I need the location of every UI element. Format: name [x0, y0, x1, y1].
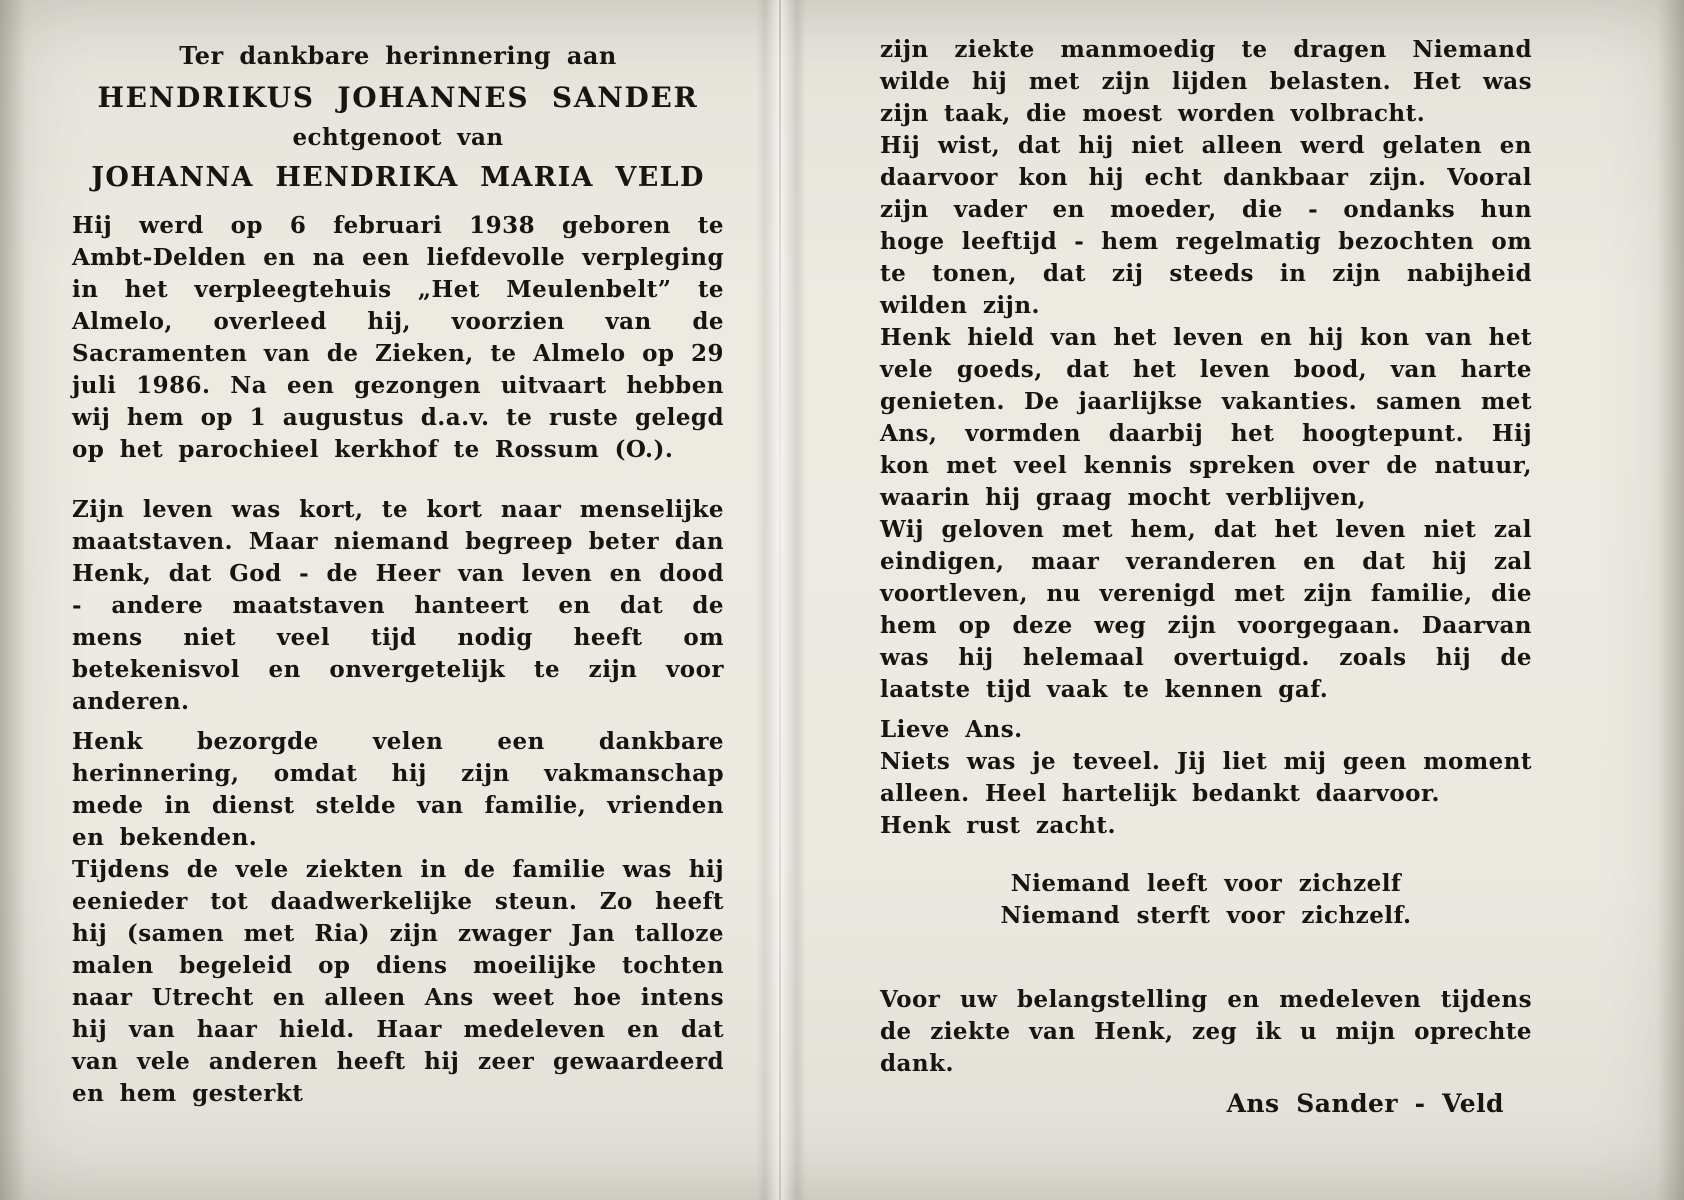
rest-in-peace-line: Henk rust zacht.	[880, 812, 1116, 839]
deceased-name: HENDRIKUS JOHANNES SANDER	[97, 81, 699, 114]
paragraph: Wij geloven met hem, dat het leven niet zal eindigen, maar veranderen en dat hij zal voortleven, nu verenigd met zijn familie, die hem op deze weg zijn voorgegaan. Daarvan was hij helemaal overtuigd. zoals hij de laatste tijd vaak te kennen gaf.	[880, 516, 1532, 703]
paragraph: Tijdens de vele ziekten in de familie was hij eenieder tot daadwerkelijke steun. Zo heeft hij (samen met Ria) zijn zwager Jan talloze malen begeleid op diens moeilijke tochten naar Utrecht en alleen Ans weet hoe intens hij van haar hield. Haar medeleven en dat van vele anderen heeft hij zeer gewaardeerd en hem gesterkt	[72, 856, 724, 1107]
paragraph: zijn ziekte manmoedig te dragen Niemand wilde hij met zijn lijden belasten. Het was zijn taak, die moest worden volbracht.	[880, 36, 1532, 127]
spouse-name: JOHANNA HENDRIKA MARIA VELD	[91, 162, 705, 193]
fold-crease	[756, 0, 806, 1200]
verse-block	[880, 868, 1532, 932]
paragraph: Zijn leven was kort, te kort naar menselijke maatstaven. Maar niemand begreep beter dan Henk, dat God - de Heer van leven en dood - andere maatstaven hanteert en dat de mens niet veel tijd nodig heeft om betekenisvol en onvergetelijk te zijn voor anderen.	[72, 496, 724, 715]
verse-line: Niemand sterft voor zichzelf.	[1000, 902, 1412, 929]
right-page	[880, 34, 1532, 1120]
paragraph: Henk bezorgde velen een dankbare herinnering, omdat hij zijn vakmanschap mede in dienst stelde van familie, vrienden en bekenden.	[72, 728, 724, 851]
right-edge-shade	[1658, 0, 1684, 1200]
left-page	[72, 34, 724, 1110]
salutation: Lieve Ans.	[880, 716, 1023, 743]
signature: Ans Sander - Veld	[1226, 1089, 1504, 1118]
header-intro: Ter dankbare herinnering aan	[179, 41, 617, 70]
paragraph: Niets was je teveel. Jij liet mij geen moment alleen. Heel hartelijk bedankt daarvoor.	[880, 748, 1532, 807]
paragraph: Hij werd op 6 februari 1938 geboren te Ambt-Delden en na een liefdevolle verpleging in het verpleegtehuis „Het Meulenbelt” te Almelo, overleed hij, voorzien van de Sacramenten van de Zieken, te Almelo op 29 juli 1986. Na een gezongen uitvaart hebben wij hem op 1 augustus d.a.v. te ruste gelegd op het parochieel kerkhof te Rossum (O.).	[72, 212, 724, 463]
paragraph: Henk hield van het leven en hij kon van het vele goeds, dat het leven bood, van harte genieten. De jaarlijkse vakanties. samen met Ans, vormden daarbij het hoogtepunt. Hij kon met veel kennis spreken over de natuur, waarin hij graag mocht verblijven,	[880, 324, 1532, 511]
left-edge-shade	[0, 0, 26, 1200]
closing-thanks: Voor uw belangstelling en medeleven tijdens de ziekte van Henk, zeg ik u mijn oprechte dank.	[880, 986, 1532, 1077]
fold-crease-line	[779, 0, 781, 1200]
paragraph: Hij wist, dat hij niet alleen werd gelaten en daarvoor kon hij echt dankbaar zijn. Vooral zijn vader en moeder, die - ondanks hun hoge leeftijd - hem regelmatig bezochten om te tonen, dat zij steeds in zijn nabijheid wilden zijn.	[880, 132, 1532, 319]
header-relation: echtgenoot van	[292, 124, 504, 151]
verse-line: Niemand leeft voor zichzelf	[1010, 870, 1402, 897]
